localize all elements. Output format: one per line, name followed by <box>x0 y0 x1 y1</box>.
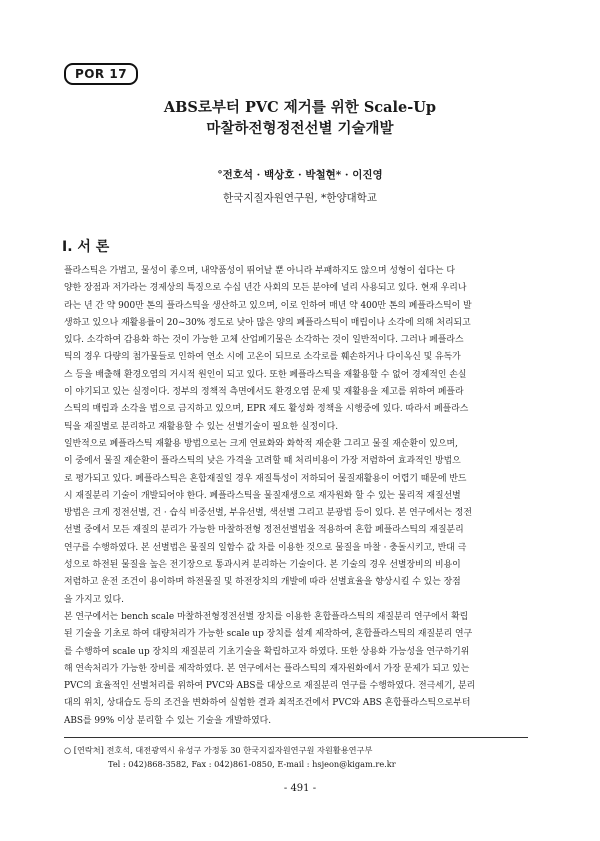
title-line-1: ABS로부터 PVC 제거를 위한 Scale-Up <box>163 99 437 116</box>
body-line: 대의 위치, 상대습도 등의 조건을 변화하여 실험한 결과 최적조건에서 PVC와 ABS 혼합플라스틱으로부터 <box>64 698 471 709</box>
page-number: - 491 - <box>283 783 317 794</box>
footnote-divider <box>64 737 528 738</box>
body-line: 라는 년 간 약 900만 톤의 플라스틱을 생산하고 있으며, 이로 인하여 매년 약 400만 톤의 폐플라스틱이 발 <box>64 300 472 311</box>
body-line: ABS를 99% 이상 분리할 수 있는 기술을 개발하였다. <box>64 715 272 726</box>
body-line: 플라스틱은 가볍고, 물성이 좋으며, 내약품성이 뛰어날 뿐 아니라 부패하지도 않으며 성형이 쉽다는 다 <box>64 266 455 276</box>
body-line: 시 재질분리 기술이 개발되어야 한다. 폐플라스틱을 물질재생으로 재자원화 할 수 있는 물리적 재질선별 <box>64 490 461 501</box>
body-line: 스틱의 매립과 소각을 법으로 금지하고 있으며, EPR 제도 활성화 정책을 시행중에 있다. 따라서 폐플라스 <box>64 404 469 415</box>
body-line: 해 연속처리가 가능한 장비를 제작하였다. 본 연구에서는 플라스틱의 재자원화에서 가장 문제가 되고 있는 <box>64 663 470 674</box>
footnote-line-2: Tel : 042)868-3582, Fax : 042)861-0850, E-mail : hsjeon@kigam.re.kr <box>108 759 396 769</box>
body-line: 성으로 하전된 물질을 높은 전기장으로 통과시켜 분리하는 기술이다. 본 기술의 경우 선별장비의 비용이 <box>64 560 461 571</box>
affiliation: 한국지질자원연구원, *한양대학교 <box>223 192 377 204</box>
body-line: 저렴하고 운전 조건이 용이하며 하전물질 및 하전장치의 개발에 따라 선별효율을 향상시킬 수 있는 장점 <box>64 577 461 588</box>
title-line-2: 마찰하전형정전선별 기술개발 <box>206 120 394 137</box>
section-heading: I. 서 론 <box>62 239 110 255</box>
body-line: 일반적으로 폐플라스틱 재활용 방법으로는 크게 연료화와 화학적 재순환 그리고 물질 재순환이 있으며, <box>64 438 458 449</box>
body-line: 을 가지고 있다. <box>64 594 124 605</box>
body-line: 이 야기되고 있는 실정이다. 정부의 정책적 측면에서도 환경오염 문제 및 재활용을 제고를 위하여 폐플라 <box>64 387 464 398</box>
body-line: 있다. 소각하여 감용화 하는 것이 가능한 고체 산업폐기물은 소각하는 것이 일반적이다. 그러나 폐플라스 <box>64 335 464 346</box>
body-line: 방법은 크게 정전선별, 건 · 습식 비중선별, 부유선별, 색선별 그리고 분광법 등이 있다. 본 연구에서는 정전 <box>64 508 472 519</box>
body-line: PVC의 효율적인 선별처리를 위하여 PVC와 ABS를 대상으로 재질분리 연구를 수행하였다. 전극세기, 분리 <box>64 681 476 692</box>
body-line: 된 기술을 기초로 하여 대량처리가 가능한 scale up 장치를 설계 제작하여, 혼합플라스틱의 재질분리 연구 <box>64 629 473 640</box>
body-text <box>64 263 528 730</box>
body-line: 틱을 재질별로 분리하고 재활용할 수 있는 선별기술이 필요한 실정이다. <box>64 421 339 432</box>
body-line: 이 중에서 물질 재순환이 플라스틱의 낮은 가격을 고려할 때 처리비용이 가장 저렴하여 효과적인 방법으 <box>64 456 461 467</box>
body-line: 로 평가되고 있다. 폐플라스틱은 혼합재질일 경우 재질특성이 저하되어 물질재활용이 어렵기 때문에 반드 <box>64 473 467 484</box>
authors: °전호석 · 백상호 · 박철현* · 이진영 <box>217 169 383 181</box>
body-line: 틱의 경우 다량의 첨가물들로 인하여 연소 시에 고온이 되므로 소각로를 훼손하거나 다이옥신 및 유독가 <box>64 352 461 363</box>
footnote-line-1: ○ [연락처] 전호석, 대전광역시 유성구 가정동 30 한국지질자원연구원 자원활용연구부 <box>64 745 373 755</box>
body-line: 선별 중에서 모든 재질의 분리가 가능한 마찰하전형 정전선별법을 적용하여 혼합 폐플라스틱의 재질분리 <box>64 525 464 536</box>
footnote <box>64 743 396 771</box>
body-line: 본 연구에서는 bench scale 마찰하전형정전선별 장치를 이용한 혼합플라스틱의 재질분리 연구에서 확립 <box>64 611 469 622</box>
body-line: 스 등을 배출해 환경오염의 거시적 원인이 되고 있다. 또한 폐플라스틱을 재활용할 수 없어 경제적인 손실 <box>64 369 467 380</box>
body-line: 생하고 있으나 재활용률이 20~30% 정도로 낮아 많은 양의 폐플라스틱이 매립이나 소각에 의해 처리되고 <box>64 317 471 328</box>
body-line: 를 수행하여 scale up 장치의 재질분리 기초기술을 확립하고자 하였다. 또한 상용화 가능성을 연구하기위 <box>64 646 470 657</box>
body-line: 양한 장점과 저가라는 경제상의 특징으로 수십 년간 사회의 모든 분야에 널리 사용되고 있다. 현재 우리나 <box>64 283 467 294</box>
session-tag: POR 17 <box>64 63 138 85</box>
body-line: 연구를 수행하였다. 본 선별법은 물질의 일함수 값 차를 이용한 것으로 물질을 마찰 · 충돌시키고, 반대 극 <box>64 542 467 553</box>
